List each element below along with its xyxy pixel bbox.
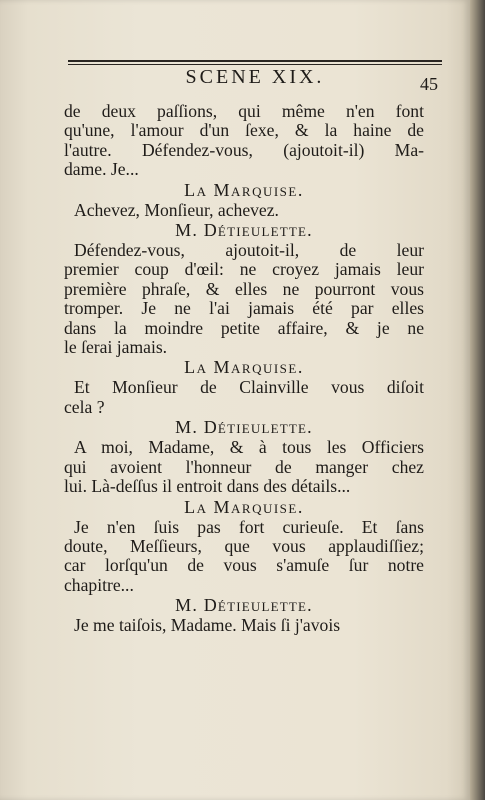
- text-line: Je me taiſois, Madame. Mais ſi j'avois: [74, 615, 341, 636]
- text-line: le ſerai jamais.: [64, 337, 168, 358]
- text-line: premier coup d'œil: ne croyez jamais leur: [64, 259, 424, 280]
- speaker-heading: La Marquise.: [184, 179, 304, 200]
- speaker-heading: La Marquise.: [184, 496, 304, 517]
- text-line: A moi, Madame, & à tous les Officiers: [74, 437, 424, 458]
- speaker-heading: M. Détieulette.: [175, 595, 313, 616]
- text-line: lui. Là-deſſus il entroit dans des détails...: [64, 476, 351, 497]
- text-line: première phraſe, & elles ne pourront vous: [64, 278, 424, 299]
- speaker-heading: M. Détieulette.: [175, 417, 313, 438]
- speech-paragraph: [64, 201, 424, 220]
- text-line: qui avoient l'honneur de manger chez: [64, 456, 424, 477]
- text-line: car lorſqu'un de vous s'amuſe ſur notre: [64, 555, 424, 576]
- text-line: dans la moindre petite affaire, & je ne: [64, 317, 424, 338]
- text-line: doute, Meſſieurs, que vous applaudiſſiez;: [64, 535, 424, 556]
- header-rule-thin: [68, 64, 442, 65]
- speech-paragraph: [64, 438, 424, 496]
- text-line: tromper. Je ne l'ai jamais été par elles: [64, 298, 424, 319]
- header-rule-thick: [68, 60, 442, 62]
- speech-paragraph: [64, 378, 424, 417]
- text-line: l'autre. Défendez-vous, (ajoutoit-il) Ma-: [64, 139, 424, 160]
- text-line: dame. Je...: [64, 159, 139, 180]
- page-number: 45: [420, 74, 438, 94]
- text-line: Achevez, Monſieur, achevez.: [74, 199, 279, 220]
- page-header: [68, 66, 442, 96]
- page-edge: [470, 0, 485, 800]
- text-line: cela ?: [64, 396, 105, 417]
- speaker-heading: M. Détieulette.: [175, 220, 313, 241]
- speaker-heading: La Marquise.: [184, 357, 304, 378]
- text-line: Défendez-vous, ajoutoit-il, de leur: [74, 240, 424, 261]
- text-line: qu'une, l'amour d'un ſexe, & la haine de: [64, 120, 424, 141]
- speech-paragraph: [64, 518, 424, 596]
- text-line: Et Monſieur de Clainville vous diſoit: [74, 377, 424, 398]
- speech-paragraph: [64, 616, 424, 635]
- speech-paragraph: [64, 241, 424, 357]
- text-line: Je n'en ſuis pas fort curieuſe. Et ſans: [74, 516, 424, 537]
- play-text: [64, 102, 424, 636]
- text-line: de deux paſſions, qui même n'en font: [64, 101, 424, 121]
- text-line: chapitre...: [64, 574, 134, 595]
- running-title: SCENE XIX.: [185, 66, 325, 88]
- speech-paragraph: [64, 102, 424, 180]
